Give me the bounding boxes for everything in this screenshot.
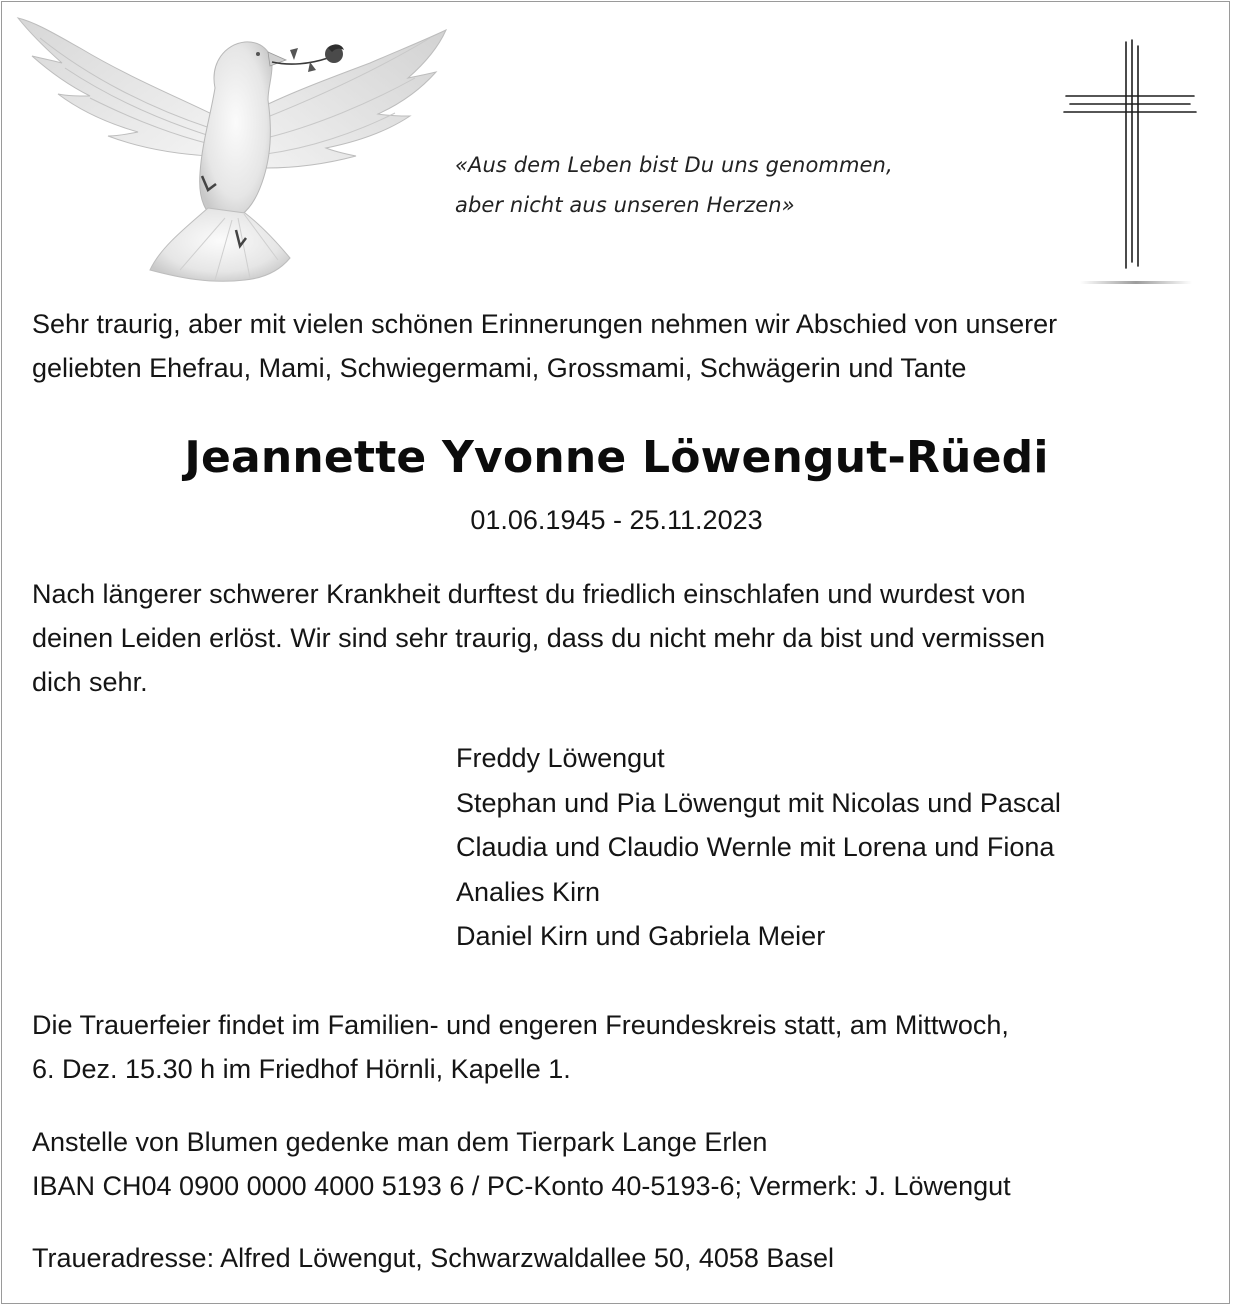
funeral-ceremony-info bbox=[32, 1003, 1009, 1091]
quote-line: aber nicht aus unseren Herzen» bbox=[455, 193, 795, 217]
donation-info bbox=[32, 1120, 1011, 1208]
mourner-entry: Freddy Löwengut bbox=[456, 743, 665, 773]
mourning-address bbox=[32, 1236, 834, 1280]
donation-line: IBAN CH04 0900 0000 4000 5193 6 / PC-Konto 40-5193-6; Vermerk: J. Löwengut bbox=[32, 1171, 1011, 1201]
mourner-entry: Claudia und Claudio Wernle mit Lorena und Fiona bbox=[456, 832, 1055, 862]
deceased-name: Jeannette Yvonne Löwengut-Rüedi bbox=[184, 432, 1049, 483]
ceremony-line: Die Trauerfeier findet im Familien- und engeren Freundeskreis statt, am Mittwoch, bbox=[32, 1010, 1009, 1040]
mourners-list bbox=[456, 736, 1061, 959]
mourner-entry: Daniel Kirn und Gabriela Meier bbox=[456, 921, 826, 951]
memorial-quote bbox=[455, 145, 1015, 225]
message-line: dich sehr. bbox=[32, 667, 148, 697]
message-line: deinen Leiden erlöst. Wir sind sehr traurig, dass du nicht mehr da bist und vermissen bbox=[32, 623, 1046, 653]
ceremony-line: 6. Dez. 15.30 h im Friedhof Hörnli, Kapelle 1. bbox=[32, 1054, 571, 1084]
message-line: Nach längerer schwerer Krankheit durftest du friedlich einschlafen und wurdest von bbox=[32, 579, 1026, 609]
intro-text bbox=[32, 302, 1057, 390]
intro-line: geliebten Ehefrau, Mami, Schwiegermami, Grossmami, Schwägerin und Tante bbox=[32, 353, 967, 383]
mourner-entry: Analies Kirn bbox=[456, 876, 601, 907]
quote-line: «Aus dem Leben bist Du uns genommen, bbox=[455, 153, 893, 177]
cross-icon bbox=[1060, 36, 1200, 296]
address-line: Traueradresse: Alfred Löwengut, Schwarzwaldallee 50, 4058 Basel bbox=[32, 1243, 834, 1273]
farewell-message bbox=[32, 572, 1045, 704]
mourner-entry: Stephan und Pia Löwengut mit Nicolas und Pascal bbox=[456, 787, 1061, 818]
donation-line: Anstelle von Blumen gedenke man dem Tierpark Lange Erlen bbox=[32, 1127, 768, 1157]
life-dates: 01.06.1945 - 25.11.2023 bbox=[470, 505, 763, 535]
dove-with-rose-icon bbox=[10, 8, 450, 288]
intro-line: Sehr traurig, aber mit vielen schönen Erinnerungen nehmen wir Abschied von unserer bbox=[32, 309, 1058, 339]
